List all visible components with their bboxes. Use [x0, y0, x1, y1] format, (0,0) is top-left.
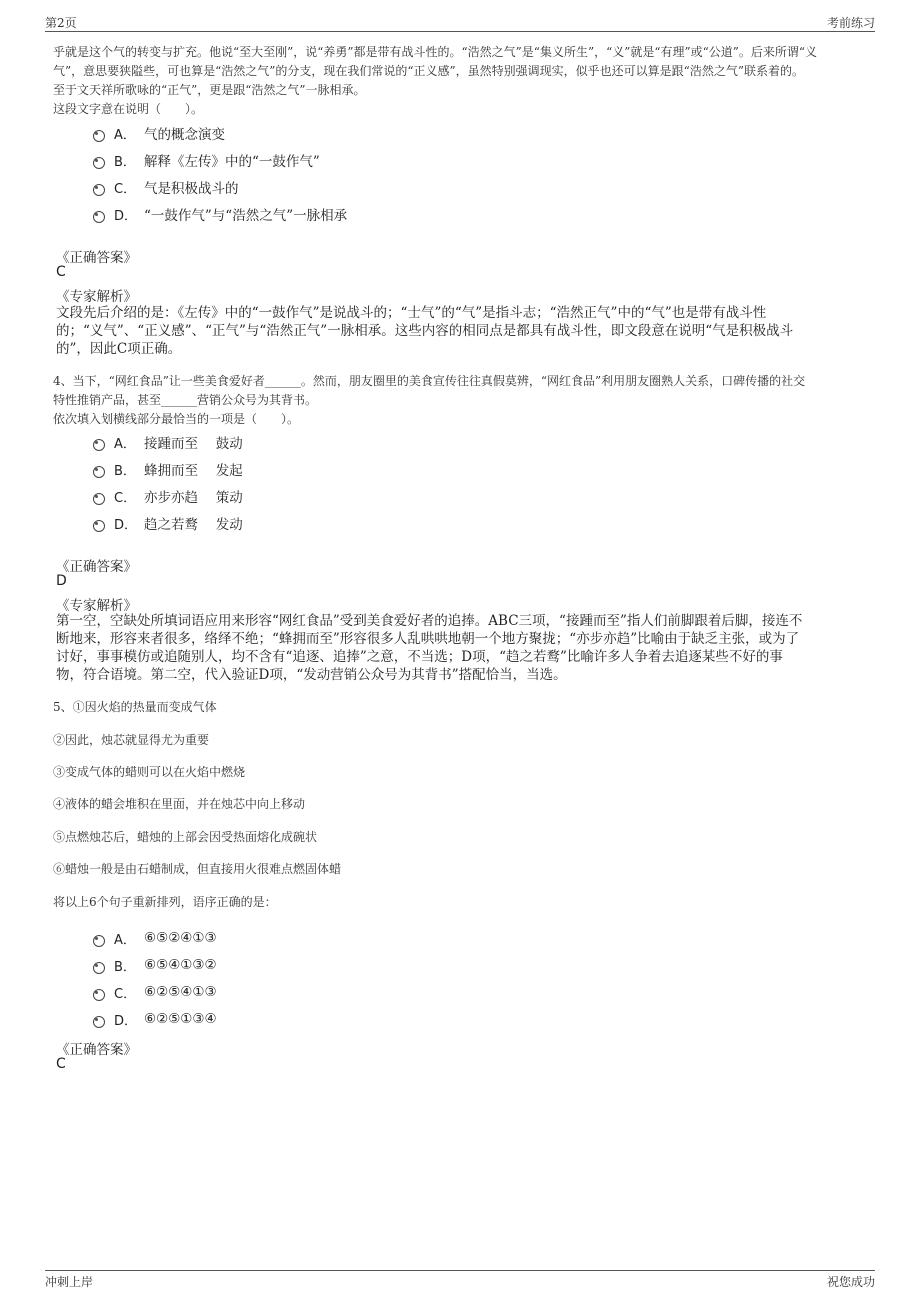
q3-option-a[interactable]: A． 气的概念演变 — [93, 123, 225, 143]
page-footer — [45, 1270, 875, 1293]
passage-line: 气”，意思要狭隘些，可也算是“浩然之气”的分支，现在我们常说的“正义感”，虽然特别强调现实，似乎也还可以算是跟“浩然之气”联系着的。 — [53, 64, 804, 78]
q5-sentence: ③变成气体的蜡则可以在火焰中燃烧 — [53, 765, 246, 779]
q4-option-b[interactable]: B． 蜂拥而至 发起 — [93, 459, 243, 479]
radio-icon[interactable] — [93, 466, 105, 478]
analysis-line: 的；“义气”、“正义感”、“正气”与“浩然正气”一脉相承。这些内容的相同点是都具有战斗性，即文段意在说明“气是积极战斗 — [56, 323, 794, 339]
q3-option-b[interactable]: B． 解释《左传》中的“一鼓作气” — [93, 150, 320, 170]
q5-option-a[interactable]: A． ⑥⑤②④①③ — [93, 928, 217, 948]
radio-icon[interactable] — [93, 157, 105, 169]
q5-sentence: ⑥蜡烛一般是由石蜡制成，但直接用火很难点燃固体蜡 — [53, 862, 342, 876]
q5-sentence: ⑤点燃烛芯后，蜡烛的上部会因受热面熔化成碗状 — [53, 830, 318, 844]
radio-icon[interactable] — [93, 989, 105, 1001]
analysis-label: 《专家解析》 — [56, 598, 137, 614]
stem-line: 特性推销产品，甚至______营销公众号为其背书。 — [53, 393, 318, 407]
radio-icon[interactable] — [93, 211, 105, 223]
radio-icon[interactable] — [93, 184, 105, 196]
q4-analysis — [56, 612, 871, 684]
footer-right: 祝您成功 — [826, 1275, 875, 1289]
q3-analysis — [56, 304, 871, 358]
radio-icon[interactable] — [93, 962, 105, 974]
answer-value: C — [56, 1056, 66, 1072]
analysis-line: 文段先后介绍的是：《左传》中的“一鼓作气”是说战斗的；“士气”的“气”是指斗志；“浩然正气”中的“气”也是带有战斗性 — [56, 305, 767, 321]
question-text: 将以上6个句子重新排列，语序正确的是： — [53, 895, 277, 909]
q5-option-d[interactable]: D． ⑥②⑤①③④ — [93, 1009, 217, 1029]
passage-line: 乎就是这个气的转变与扩充。他说“至大至刚”，说“养勇”都是带有战斗性的。“浩然之气”是“集义所生”，“义”就是“有理”或“公道”。后来所谓“义 — [53, 45, 818, 59]
footer-left: 冲刺上岸 — [45, 1275, 94, 1289]
stem-line: 4、当下，“网红食品”让一些美食爱好者______。然而，朋友圈里的美食宣传往往真假莫辨，“网红食品”利用朋友圈熟人关系，口碑传播的社交 — [53, 374, 806, 388]
radio-icon[interactable] — [93, 439, 105, 451]
analysis-line: 讨好，事事模仿或追随别人，均不含有“追逐、追捧”之意，不当选；D项，“趋之若鹜”比喻许多人争着去追逐某些不好的事 — [56, 649, 783, 665]
analysis-line: 物，符合语境。第二空，代入验证D项，“发动营销公众号为其背书”搭配恰当，当选。 — [56, 667, 567, 683]
q3-option-c[interactable]: C． 气是积极战斗的 — [93, 177, 239, 197]
page-number: 第2页 — [45, 16, 77, 30]
analysis-line: 第一空，空缺处所填词语应用来形容“网红食品”受到美食爱好者的追捧。ABC三项，“接踵而至”指人们前脚跟着后脚，接连不 — [56, 613, 803, 629]
q5-sentence: 5、①因火焰的热量而变成气体 — [53, 700, 217, 714]
q5-option-c[interactable]: C． ⑥②⑤④①③ — [93, 982, 217, 1002]
analysis-label: 《专家解析》 — [56, 289, 137, 305]
answer-value: D — [56, 573, 67, 589]
passage-line: 至于文天祥所歌咏的“正气”，更是跟“浩然之气”一脉相承。 — [53, 83, 366, 97]
radio-icon[interactable] — [93, 520, 105, 532]
radio-icon[interactable] — [93, 935, 105, 947]
answer-label: 《正确答案》 — [56, 559, 137, 575]
analysis-line: 的”，因此C项正确。 — [56, 341, 182, 357]
answer-label: 《正确答案》 — [56, 250, 137, 266]
radio-icon[interactable] — [93, 1016, 105, 1028]
q4-option-a[interactable]: A． 接踵而至 鼓动 — [93, 432, 243, 452]
radio-icon[interactable] — [93, 493, 105, 505]
radio-icon[interactable] — [93, 130, 105, 142]
answer-label: 《正确答案》 — [56, 1042, 137, 1058]
q4-option-c[interactable]: C． 亦步亦趋 策动 — [93, 486, 243, 506]
analysis-line: 断地来，形容来者很多，络绎不绝；“蜂拥而至”形容很多人乱哄哄地朝一个地方聚拢；“亦步亦趋”比喻由于缺乏主张，或为了 — [56, 631, 800, 647]
question-text: 依次填入划横线部分最恰当的一项是（ ）。 — [53, 412, 300, 426]
q4-stem — [53, 372, 873, 429]
q5-sentence: ②因此，烛芯就显得尤为重要 — [53, 733, 210, 747]
q3-passage — [53, 43, 873, 119]
q3-option-d[interactable]: D． “一鼓作气”与“浩然之气”一脉相承 — [93, 204, 347, 224]
header-title: 考前练习 — [826, 16, 875, 30]
answer-value: C — [56, 264, 66, 280]
question-text: 这段文字意在说明（ ）。 — [53, 102, 204, 116]
q5-option-b[interactable]: B． ⑥⑤④①③② — [93, 955, 217, 975]
q4-option-d[interactable]: D． 趋之若鹜 发动 — [93, 513, 243, 533]
page-header — [45, 11, 875, 32]
q5-sentence: ④液体的蜡会堆积在里面，并在烛芯中向上移动 — [53, 797, 306, 811]
